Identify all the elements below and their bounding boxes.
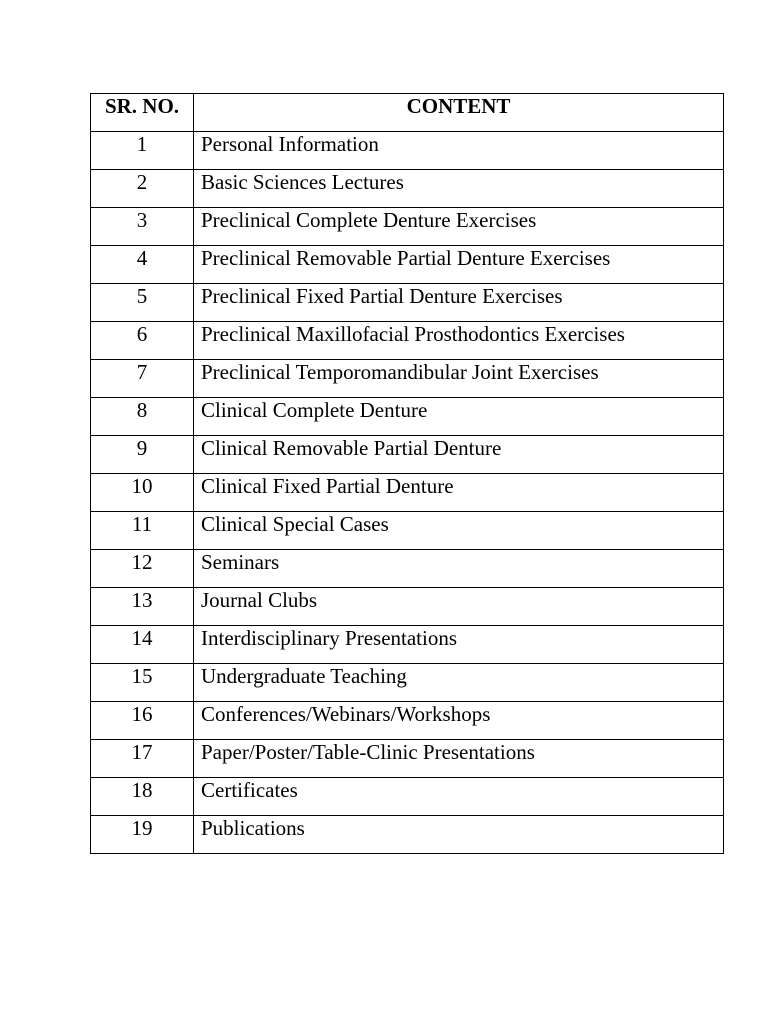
table-row xyxy=(91,512,724,550)
row-content: Preclinical Complete Denture Exercises xyxy=(194,208,724,246)
row-number: 7 xyxy=(91,360,194,398)
table-row xyxy=(91,702,724,740)
table-row xyxy=(91,398,724,436)
table-row xyxy=(91,132,724,170)
row-content: Publications xyxy=(194,816,724,854)
row-content: Clinical Removable Partial Denture xyxy=(194,436,724,474)
row-number: 10 xyxy=(91,474,194,512)
table-row xyxy=(91,436,724,474)
row-number: 15 xyxy=(91,664,194,702)
row-content: Seminars xyxy=(194,550,724,588)
table-row xyxy=(91,474,724,512)
content-header: CONTENT xyxy=(194,94,724,132)
row-number: 12 xyxy=(91,550,194,588)
table-row xyxy=(91,778,724,816)
row-number: 1 xyxy=(91,132,194,170)
row-number: 11 xyxy=(91,512,194,550)
row-content: Personal Information xyxy=(194,132,724,170)
table-row xyxy=(91,664,724,702)
table-row xyxy=(91,284,724,322)
row-content: Clinical Complete Denture xyxy=(194,398,724,436)
row-content: Interdisciplinary Presentations xyxy=(194,626,724,664)
row-content: Preclinical Fixed Partial Denture Exercises xyxy=(194,284,724,322)
row-number: 14 xyxy=(91,626,194,664)
row-content: Basic Sciences Lectures xyxy=(194,170,724,208)
row-number: 19 xyxy=(91,816,194,854)
table-row xyxy=(91,626,724,664)
row-number: 4 xyxy=(91,246,194,284)
contents-table xyxy=(90,93,724,854)
row-content: Paper/Poster/Table-Clinic Presentations xyxy=(194,740,724,778)
row-number: 5 xyxy=(91,284,194,322)
row-number: 3 xyxy=(91,208,194,246)
row-content: Clinical Special Cases xyxy=(194,512,724,550)
table-row xyxy=(91,208,724,246)
row-number: 17 xyxy=(91,740,194,778)
table-row xyxy=(91,740,724,778)
row-number: 8 xyxy=(91,398,194,436)
row-number: 9 xyxy=(91,436,194,474)
row-content: Undergraduate Teaching xyxy=(194,664,724,702)
row-content: Journal Clubs xyxy=(194,588,724,626)
row-content: Clinical Fixed Partial Denture xyxy=(194,474,724,512)
table-row xyxy=(91,170,724,208)
row-content: Conferences/Webinars/Workshops xyxy=(194,702,724,740)
row-number: 2 xyxy=(91,170,194,208)
table-row xyxy=(91,588,724,626)
table-row xyxy=(91,322,724,360)
row-number: 6 xyxy=(91,322,194,360)
row-number: 18 xyxy=(91,778,194,816)
row-number: 13 xyxy=(91,588,194,626)
row-number: 16 xyxy=(91,702,194,740)
table-header-row xyxy=(91,94,724,132)
row-content: Preclinical Removable Partial Denture Exercises xyxy=(194,246,724,284)
table-row xyxy=(91,550,724,588)
sr-no-header: SR. NO. xyxy=(91,94,194,132)
row-content: Certificates xyxy=(194,778,724,816)
row-content: Preclinical Temporomandibular Joint Exercises xyxy=(194,360,724,398)
table-row xyxy=(91,246,724,284)
row-content: Preclinical Maxillofacial Prosthodontics Exercises xyxy=(194,322,724,360)
table-row xyxy=(91,360,724,398)
table-row xyxy=(91,816,724,854)
